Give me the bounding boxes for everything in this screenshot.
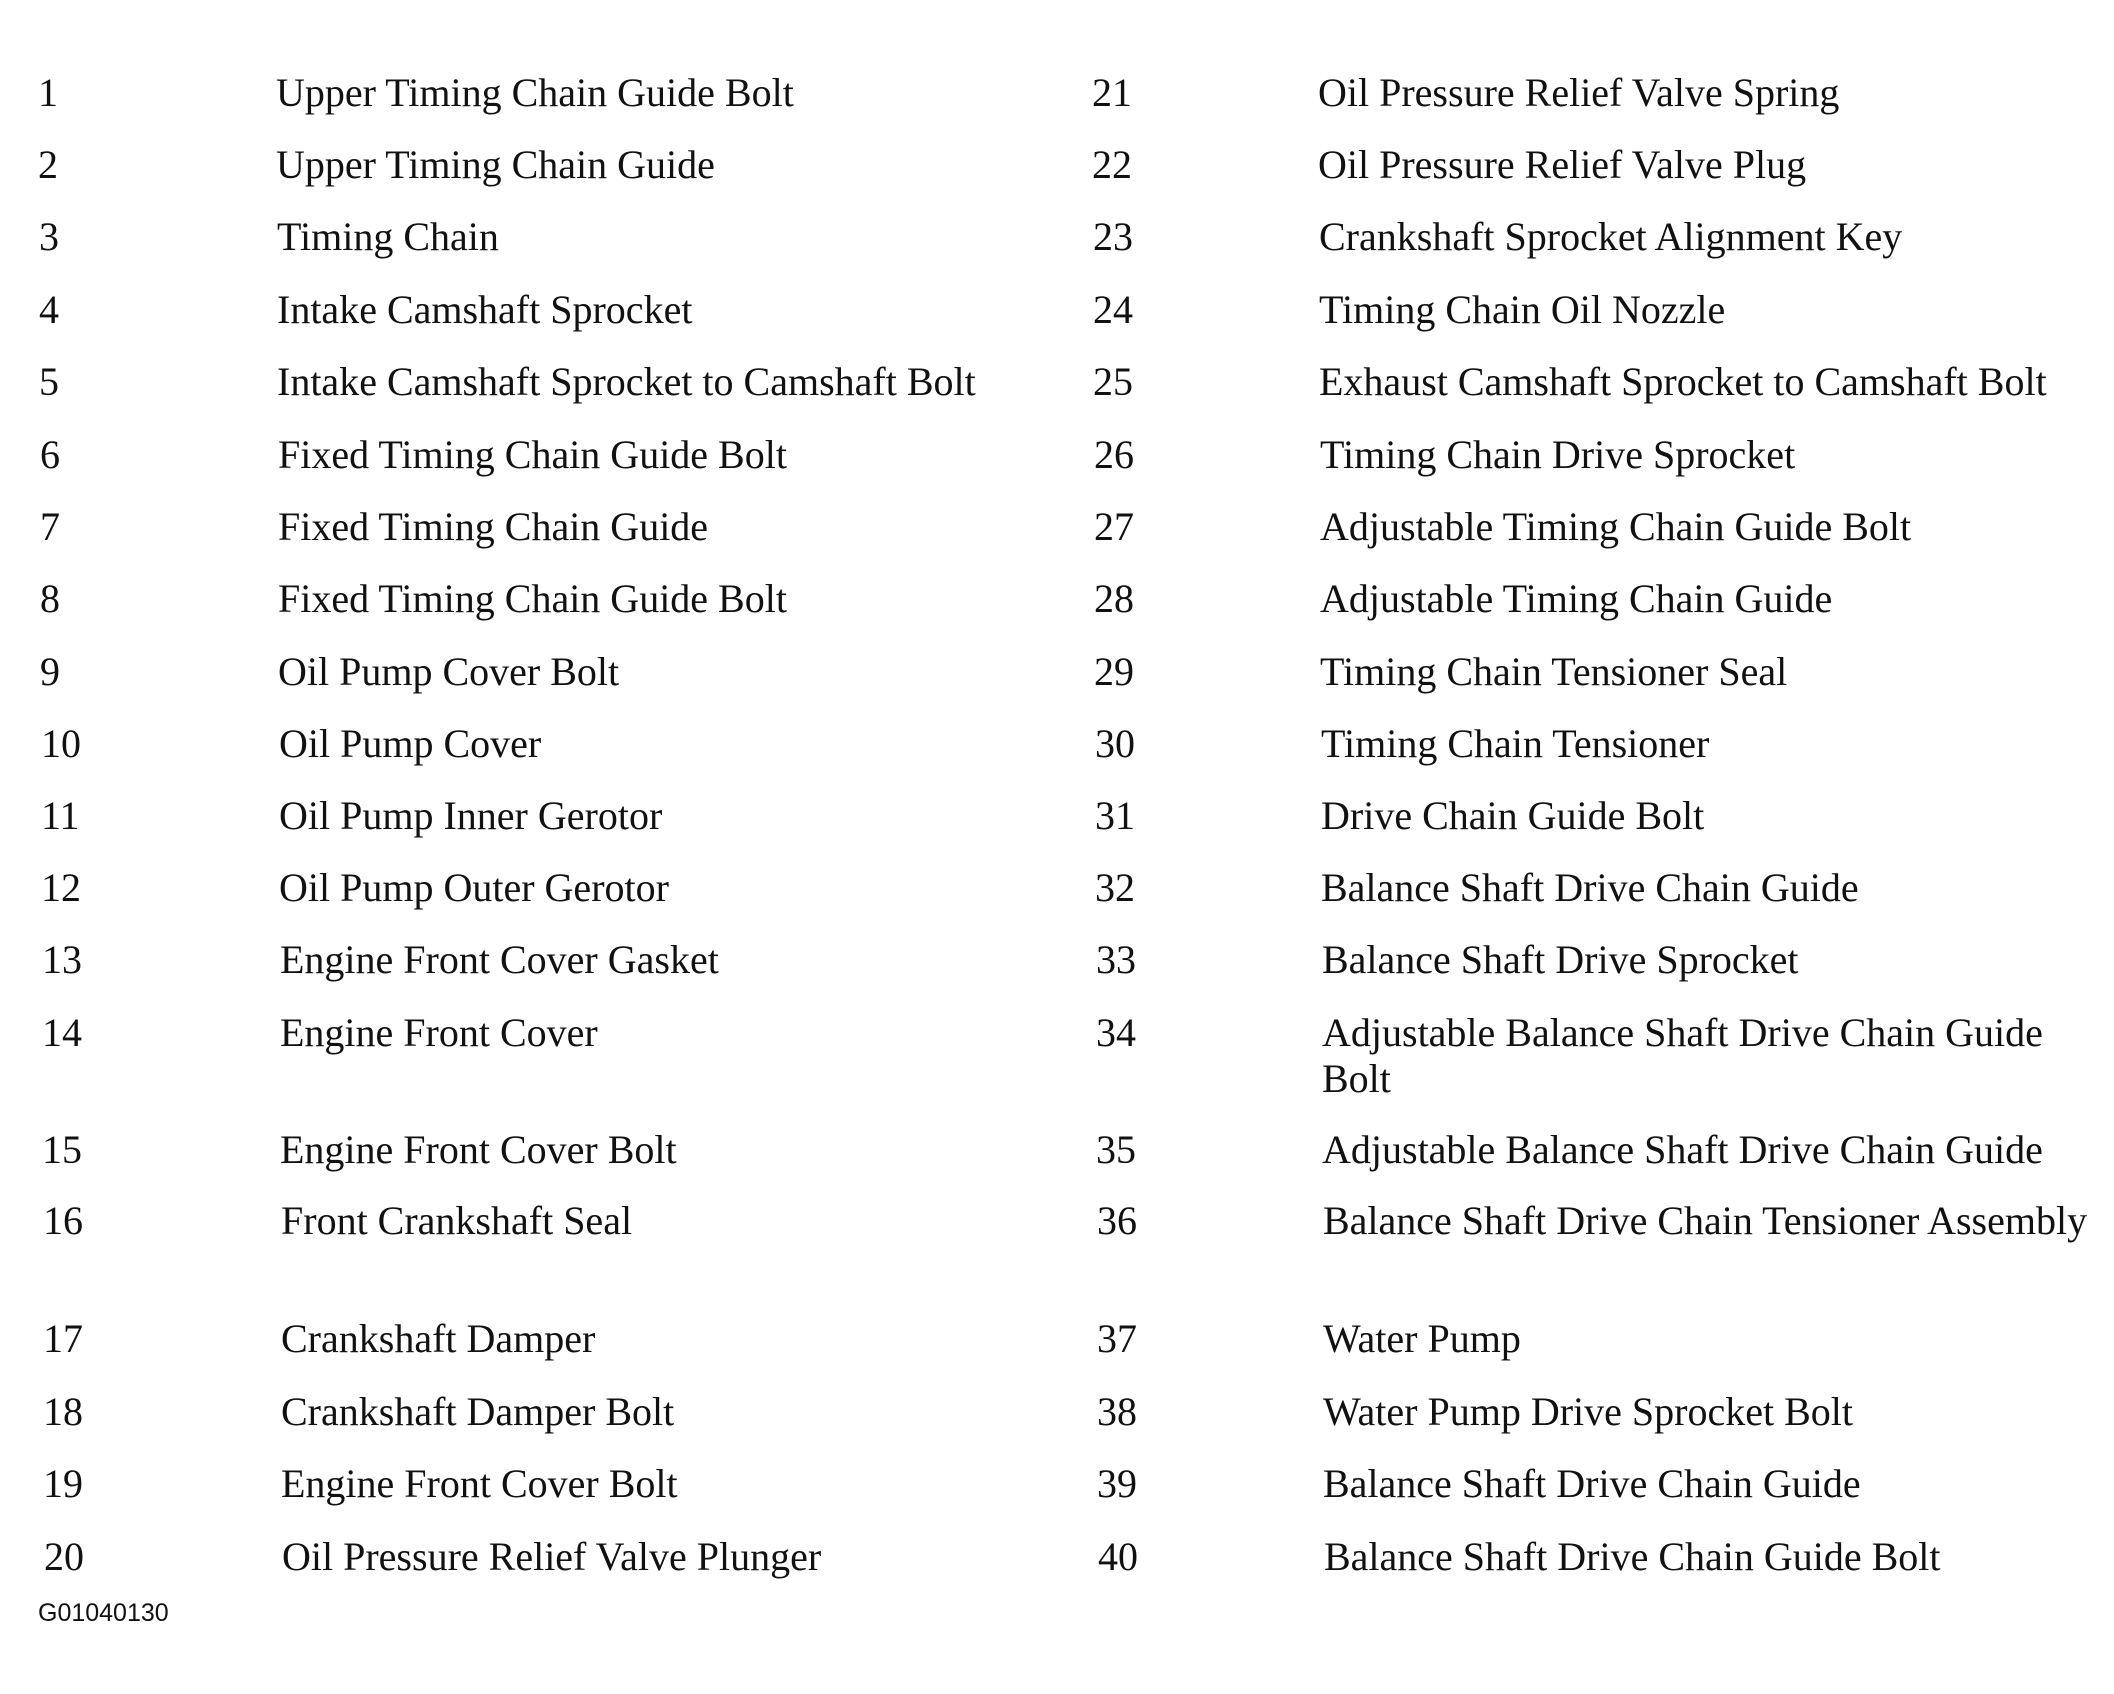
part-number: 20 xyxy=(44,1534,84,1579)
part-name: Balance Shaft Drive Chain Guide xyxy=(1321,865,1859,910)
part-name: Engine Front Cover Bolt xyxy=(280,1127,677,1172)
part-name: Engine Front Cover xyxy=(280,1010,598,1055)
part-number: 29 xyxy=(1094,649,1134,694)
part-name: Oil Pump Cover xyxy=(279,721,542,766)
part-number: 22 xyxy=(1092,142,1132,187)
part-name: Upper Timing Chain Guide Bolt xyxy=(276,70,794,115)
part-name: Timing Chain Oil Nozzle xyxy=(1319,287,1726,332)
part-number: 6 xyxy=(40,432,60,477)
part-number: 10 xyxy=(41,721,81,766)
part-name: Timing Chain xyxy=(277,214,499,259)
part-name: Oil Pump Inner Gerotor xyxy=(279,793,663,838)
part-number: 14 xyxy=(42,1010,82,1055)
part-number: 17 xyxy=(43,1316,83,1361)
part-number: 25 xyxy=(1093,359,1133,404)
part-number: 1 xyxy=(38,70,58,115)
part-number: 35 xyxy=(1096,1127,1136,1172)
part-name: Fixed Timing Chain Guide Bolt xyxy=(278,576,787,621)
part-name: Intake Camshaft Sprocket xyxy=(277,287,693,332)
part-name: Engine Front Cover Gasket xyxy=(280,937,719,982)
part-name: Water Pump xyxy=(1323,1316,1521,1361)
part-number: 24 xyxy=(1093,287,1133,332)
part-name: Drive Chain Guide Bolt xyxy=(1321,793,1705,838)
part-number: 13 xyxy=(42,937,82,982)
part-name: Adjustable Timing Chain Guide xyxy=(1320,576,1833,621)
part-number: 40 xyxy=(1098,1534,1138,1579)
part-number: 16 xyxy=(43,1198,83,1243)
part-number: 36 xyxy=(1097,1198,1137,1243)
part-name: Intake Camshaft Sprocket to Camshaft Bolt xyxy=(277,359,976,404)
part-name: Balance Shaft Drive Sprocket xyxy=(1322,937,1799,982)
part-number: 19 xyxy=(43,1461,83,1506)
part-name: Oil Pump Outer Gerotor xyxy=(279,865,669,910)
part-number: 31 xyxy=(1095,793,1135,838)
part-name: Fixed Timing Chain Guide Bolt xyxy=(278,432,787,477)
part-name: Front Crankshaft Seal xyxy=(281,1198,633,1243)
part-number: 18 xyxy=(43,1389,83,1434)
part-name: Crankshaft Sprocket Alignment Key xyxy=(1319,214,1903,259)
figure-id: G01040130 xyxy=(38,1599,169,1627)
part-name: Timing Chain Tensioner xyxy=(1321,721,1710,766)
part-name: Engine Front Cover Bolt xyxy=(281,1461,678,1506)
part-number: 4 xyxy=(39,287,59,332)
part-number: 27 xyxy=(1094,504,1134,549)
part-number: 23 xyxy=(1093,214,1133,259)
part-name: Oil Pressure Relief Valve Plug xyxy=(1318,142,1807,187)
part-number: 12 xyxy=(41,865,81,910)
part-name: Upper Timing Chain Guide xyxy=(276,142,715,187)
part-name: Balance Shaft Drive Chain Guide xyxy=(1323,1461,1861,1506)
part-number: 21 xyxy=(1092,70,1132,115)
part-name: Balance Shaft Drive Chain Guide Bolt xyxy=(1324,1534,1941,1579)
part-name: Crankshaft Damper Bolt xyxy=(281,1389,675,1434)
part-number: 9 xyxy=(40,649,60,694)
part-name: Timing Chain Tensioner Seal xyxy=(1320,649,1788,694)
part-number: 3 xyxy=(39,214,59,259)
part-number: 7 xyxy=(40,504,60,549)
part-name: Oil Pressure Relief Valve Plunger xyxy=(282,1534,822,1579)
part-number: 5 xyxy=(39,359,59,404)
part-name: Crankshaft Damper xyxy=(281,1316,596,1361)
part-number: 15 xyxy=(42,1127,82,1172)
part-number: 11 xyxy=(41,793,80,838)
part-name: Adjustable Balance Shaft Drive Chain Guide xyxy=(1322,1127,2043,1172)
part-name: Oil Pump Cover Bolt xyxy=(278,649,620,694)
part-number: 33 xyxy=(1096,937,1136,982)
part-number: 28 xyxy=(1094,576,1134,621)
part-number: 30 xyxy=(1095,721,1135,766)
part-number: 38 xyxy=(1097,1389,1137,1434)
part-number: 2 xyxy=(38,142,58,187)
part-name: Timing Chain Drive Sprocket xyxy=(1320,432,1796,477)
part-number: 39 xyxy=(1097,1461,1137,1506)
part-name: Balance Shaft Drive Chain Tensioner Assembly xyxy=(1323,1198,2088,1243)
part-name: Water Pump Drive Sprocket Bolt xyxy=(1323,1389,1854,1434)
part-name: Adjustable Balance Shaft Drive Chain Guide Bolt xyxy=(1322,1010,2043,1101)
part-name: Fixed Timing Chain Guide xyxy=(278,504,709,549)
part-number: 26 xyxy=(1094,432,1134,477)
part-number: 32 xyxy=(1095,865,1135,910)
part-number: 34 xyxy=(1096,1010,1136,1055)
part-number: 8 xyxy=(40,576,60,621)
part-name: Oil Pressure Relief Valve Spring xyxy=(1318,70,1840,115)
part-number: 37 xyxy=(1097,1316,1137,1361)
part-name: Adjustable Timing Chain Guide Bolt xyxy=(1320,504,1912,549)
part-name: Exhaust Camshaft Sprocket to Camshaft Bolt xyxy=(1319,359,2047,404)
